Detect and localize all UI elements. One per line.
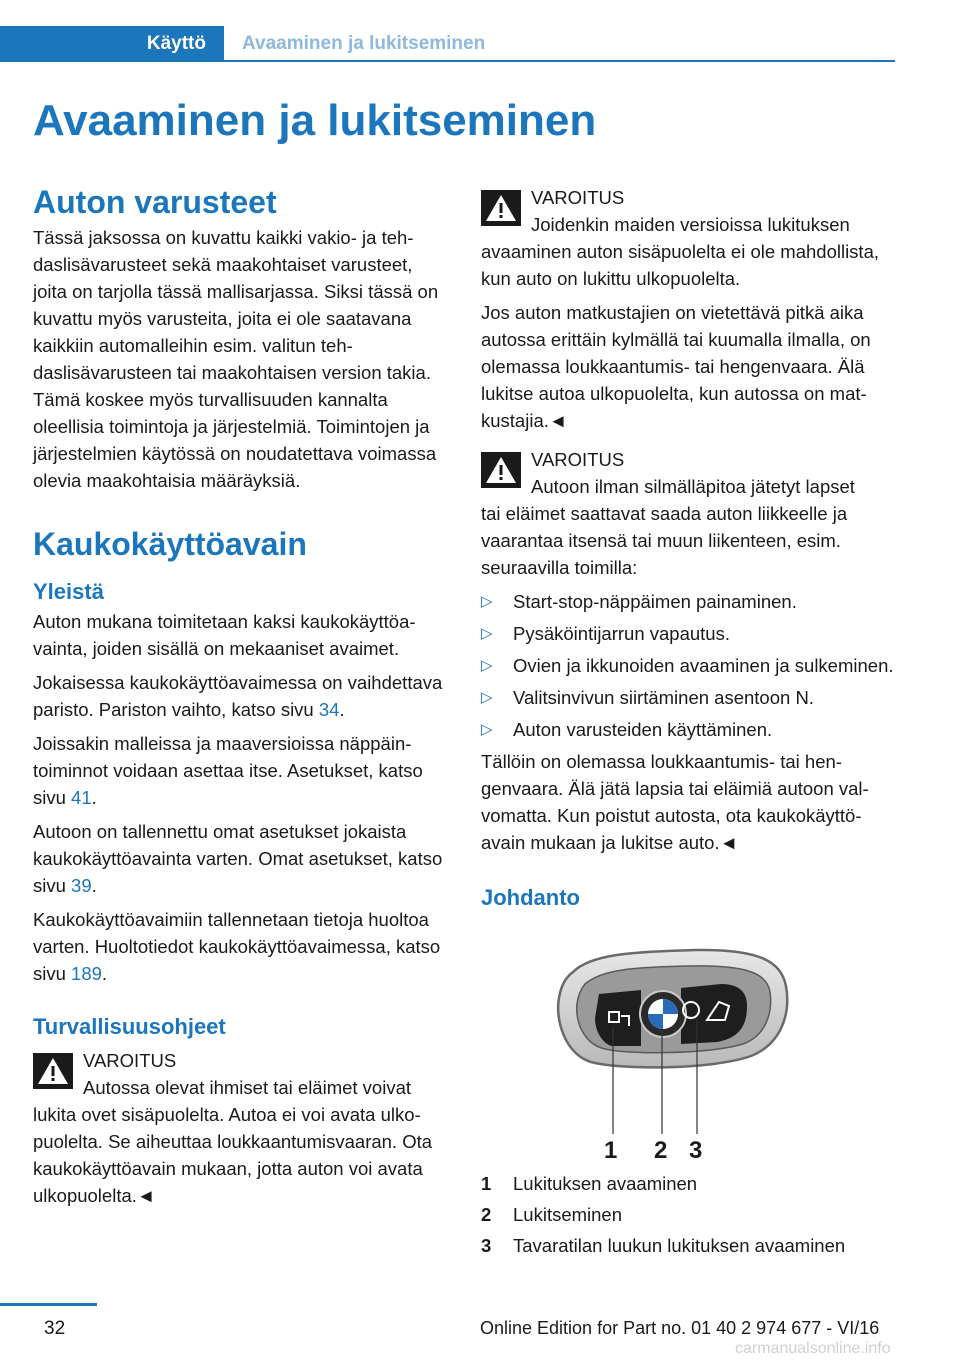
list-item-text: Start-stop-näppäimen painaminen. <box>513 591 797 612</box>
paragraph-general-2 <box>33 669 449 723</box>
text: Jokaisessa kaukokäyttöavaimessa on vaihdettava paristo. Pariston vaihto, katso sivu <box>33 672 443 720</box>
page-link-39[interactable]: 39 <box>71 875 92 896</box>
text: . <box>91 875 97 896</box>
legend-number: 3 <box>481 1235 492 1256</box>
warning-text: tai eläimet saattavat saada auton liikkeelle ja vaarantaa itsensä tai muun liikenteen, esim. seuraavilla toimilla: <box>481 503 848 578</box>
bullet-list <box>481 588 897 743</box>
legend-row <box>481 1232 897 1259</box>
list-item-text: Ovien ja ikkunoiden avaaminen ja sulkeminen. <box>513 655 894 676</box>
legend-text: Tavaratilan luukun lukituksen avaaminen <box>513 1235 846 1256</box>
list-item-text: Pysäköintijarrun vapautus. <box>513 623 730 644</box>
page-link-41[interactable]: 41 <box>71 787 92 808</box>
heading-general: Yleistä <box>33 579 104 604</box>
header-rule <box>224 60 895 62</box>
warning-text-first-line: Joidenkin maiden versioissa lukituksen <box>531 214 850 235</box>
legend-row <box>481 1170 897 1197</box>
warning-label: VAROITUS <box>531 187 625 208</box>
paragraph-general-1: Auton mukana toimitetaan kaksi kaukokäyttöavainta, joiden sisällä on mekaaniset avaimet. <box>33 611 416 659</box>
triangle-right-icon: ▷ <box>481 625 493 642</box>
remote-key-figure <box>481 934 897 1164</box>
triangle-right-icon: ▷ <box>481 721 493 738</box>
figure-callout-3: 3 <box>689 1137 703 1164</box>
triangle-right-icon: ▷ <box>481 593 493 610</box>
warning-text-first-line: Autoon ilman silmälläpitoa jätetyt lapset <box>531 476 855 497</box>
legend-text: Lukitseminen <box>513 1204 623 1225</box>
warning-label: VAROITUS <box>531 449 625 470</box>
warning-label: VAROITUS <box>83 1050 177 1071</box>
triangle-right-icon: ▷ <box>481 657 493 674</box>
text: . <box>101 963 108 984</box>
heading-remote-key: Kaukokäyttöavain <box>33 526 307 562</box>
watermark: carmanualsonline.info <box>735 1340 891 1357</box>
triangle-right-icon: ▷ <box>481 689 493 706</box>
paragraph-equipment: Tässä jaksossa on kuvattu kaikki vakio- ja tehdaslisävarusteet sekä maakohtaiset varusteet, joita on tarjolla tässä mallisarjassa. Siksi tässä on kuvattu myös varusteita, joita ei ole saatavana kaikkiin automalleihin esim. valitun tehdaslisävarusteen tai maakohtaisen version takia. Tämä koskee myös turvallisuuden kannalta oleellisia toimintoja ja järjestelmiä. Toimintojen ja järjestelmien käytössä on noudatettava voimassa olevia maakohtaisia määräyksiä. <box>33 227 439 491</box>
list-item <box>481 588 897 615</box>
paragraph-general-4 <box>33 818 449 899</box>
text: Joissakin malleissa ja maaversioissa näppäintoiminnot voidaan asettaa itse. Asetukset, katso sivu <box>33 733 423 808</box>
list-item <box>481 684 897 711</box>
heading-introduction: Johdanto <box>481 885 580 910</box>
warning-block-1 <box>33 1047 449 1209</box>
warning-block-3 <box>481 446 897 581</box>
paragraph-warning-3-continued: Tällöin on olemassa loukkaantumis- tai hengenvaara. Älä jätä lapsia tai eläimiä autoon valvomatta. Kun poistut autosta, ota kaukokäyttöavain mukaan ja lukitse auto.◄ <box>481 751 869 853</box>
list-item-text: Auton varusteiden käyttäminen. <box>513 719 773 740</box>
legend-text: Lukituksen avaaminen <box>513 1173 698 1194</box>
heading-equipment: Auton varusteet <box>33 184 277 220</box>
figure-legend <box>481 1170 897 1259</box>
list-item <box>481 652 897 679</box>
list-item <box>481 716 897 743</box>
warning-triangle-icon <box>481 452 521 488</box>
heading-safety: Turvallisuusohjeet <box>33 1014 226 1039</box>
legend-row <box>481 1201 897 1228</box>
page-link-34[interactable]: 34 <box>318 699 340 720</box>
list-item-text: Valitsinvivun siirtäminen asentoon N. <box>513 687 814 708</box>
right-column <box>481 182 897 1263</box>
warning-text-first-line: Autossa olevat ihmiset tai eläimet voivat <box>83 1077 412 1098</box>
paragraph-warning-2-continued: Jos auton matkustajien on vietettävä pitkä aika autossa erittäin kylmällä tai kuumalla ilmalla, on olemassa loukkaantumis- tai hengenvaara. Älä lukitse autoa ulkopuolelta, kun autossa on matkustajia.◄ <box>481 302 871 431</box>
legend-number: 1 <box>481 1173 492 1194</box>
paragraph-general-3 <box>33 730 449 811</box>
page-link-189[interactable]: 189 <box>71 963 102 984</box>
warning-text: avaaminen auton sisäpuolelta ei ole mahdollista, kun auto on lukittu ulkopuolelta. <box>481 241 880 289</box>
warning-triangle-icon <box>481 190 521 226</box>
text: . <box>339 699 345 720</box>
warning-triangle-icon <box>33 1053 73 1089</box>
remote-key-illustration <box>481 934 897 1164</box>
header-section-label: Käyttö <box>146 33 206 54</box>
page-number: 32 <box>44 1318 66 1339</box>
warning-text: lukita ovet sisäpuolelta. Autoa ei voi avata ulkopuolelta. Se aiheuttaa loukkaantumisvaaran. Ota kaukokäyttöavain mukaan, jotta auton voi avata ulkopuolelta.◄ <box>33 1104 433 1206</box>
figure-callout-2: 2 <box>654 1137 668 1164</box>
paragraph-general-5 <box>33 906 449 987</box>
list-item <box>481 620 897 647</box>
edition-note: Online Edition for Part no. 01 40 2 974 677 - VI/16 <box>480 1318 880 1338</box>
header-chapter-title: Avaaminen ja lukitseminen <box>242 33 486 54</box>
footer-rule <box>0 1303 97 1306</box>
page-title: Avaaminen ja lukitseminen <box>33 96 597 145</box>
text: Autoon on tallennettu omat asetukset jokaista kaukokäyttöavainta varten. Omat asetukset, katso sivu <box>33 821 443 896</box>
text: Kaukokäyttöavaimiin tallennetaan tietoja huoltoa varten. Huoltotiedot kaukokäyttöavaimessa, katso sivu <box>33 909 441 984</box>
left-column <box>33 182 449 1209</box>
text: . <box>91 787 97 808</box>
legend-number: 2 <box>481 1204 492 1225</box>
warning-block-2 <box>481 184 897 292</box>
figure-callout-1: 1 <box>604 1137 618 1164</box>
page-header <box>0 26 895 62</box>
